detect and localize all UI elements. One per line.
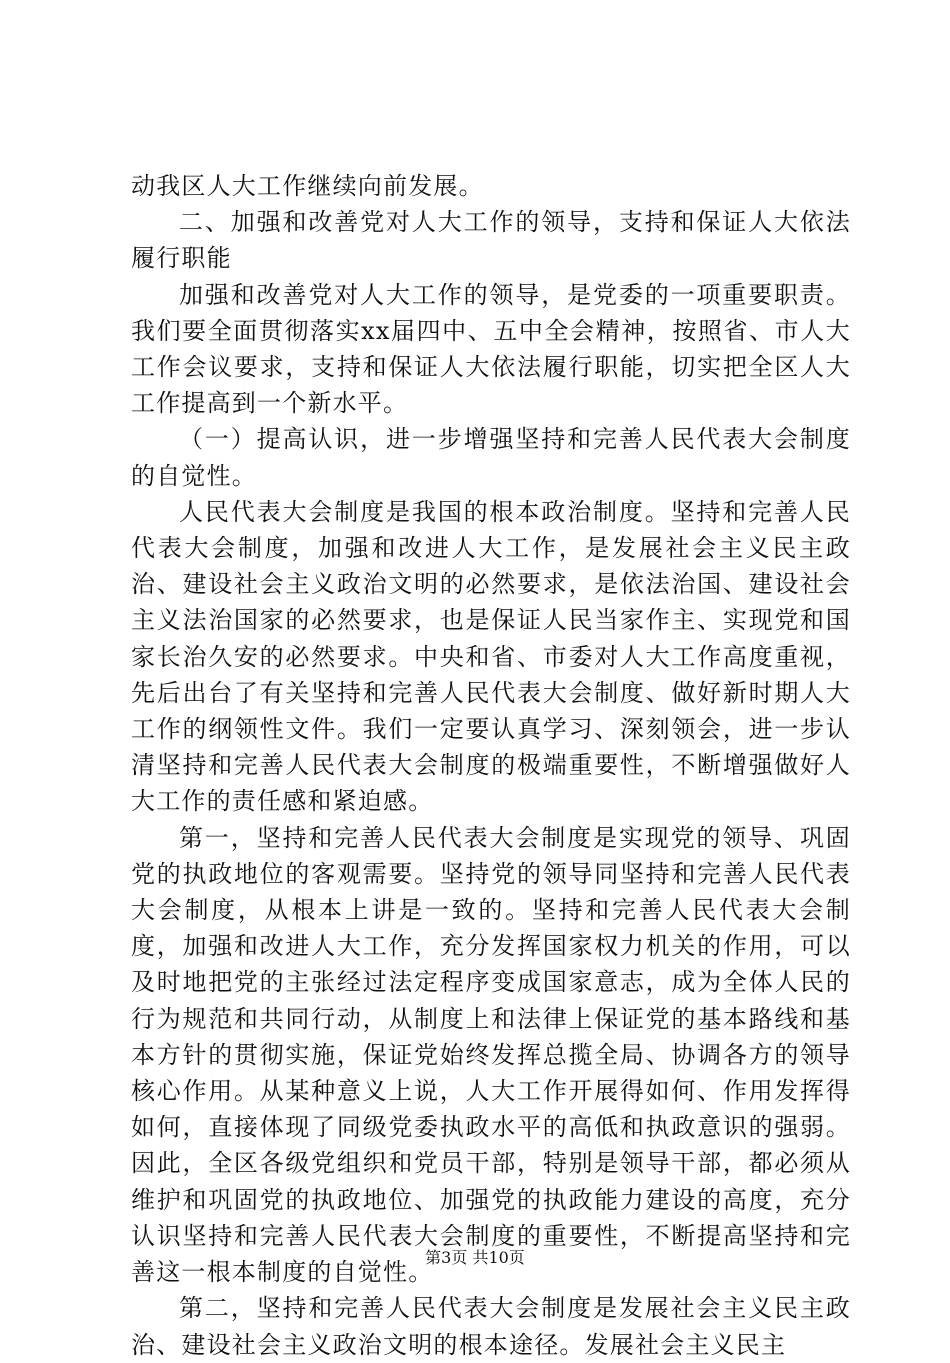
paragraph: 第一，坚持和完善人民代表大会制度是实现党的领导、巩固党的执政地位的客观需要。坚持党的领导同坚持和完善人民代表大会制度，从根本上讲是一致的。坚持和完善人民代表大会制度，加强和改进人大工作，充分发挥国家权力机关的作用，可以及时地把党的主张经过法定程序变成国家意志，成为全体人民的行为规范和共同行动，从制度上和法律上保证党的基本路线和基本方针的贯彻实施，保证党始终发挥总揽全局、协调各方的领导核心作用。从某种意义上说，人大工作开展得如何、作用发挥得如何，直接体现了同级党委执政水平的高低和执政意识的强弱。因此，全区各级党组织和党员干部，特别是领导干部，都必须从维护和巩固党的执政地位、加强党的执政能力建设的高度，充分认识坚持和完善人民代表大会制度的重要性，不断提高坚持和完善这一根本制度的自觉性。 xyxy=(131,823,851,1287)
paragraph: 人民代表大会制度是我国的根本政治制度。坚持和完善人民代表大会制度，加强和改进人大工作，是发展社会主义民主政治、建设社会主义政治文明的必然要求，是依法治国、建设社会主义法治国家的必然要求，也是保证人民当家作主、实现党和国家长治久安的必然要求。中央和省、市委对人大工作高度重视，先后出台了有关坚持和完善人民代表大会制度、做好新时期人大工作的纲领性文件。我们一定要认真学习、深刻领会，进一步认清坚持和完善人民代表大会制度的极端重要性，不断增强做好人大工作的责任感和紧迫感。 xyxy=(131,497,851,816)
page-footer: 第3页 共10页 xyxy=(425,1248,525,1267)
paragraph: 第二，坚持和完善人民代表大会制度是发展社会主义民主政治、建设社会主义政治文明的根本途径。发展社会主义民主 xyxy=(131,1294,851,1359)
section-heading: 二、加强和改善党对人大工作的领导，支持和保证人大依法履行职能 xyxy=(131,208,851,273)
paragraph: 加强和改善党对人大工作的领导，是党委的一项重要职责。我们要全面贯彻落实xx届四中、五中全会精神，按照省、市人大工作会议要求，支持和保证人大依法履行职能，切实把全区人大工作提高到一个新水平。 xyxy=(131,280,851,418)
document-body xyxy=(131,168,851,1363)
paragraph-continuation: 动我区人大工作继续向前发展。 xyxy=(131,172,484,200)
subsection-heading: （一）提高认识，进一步增强坚持和完善人民代表大会制度的自觉性。 xyxy=(131,425,851,490)
